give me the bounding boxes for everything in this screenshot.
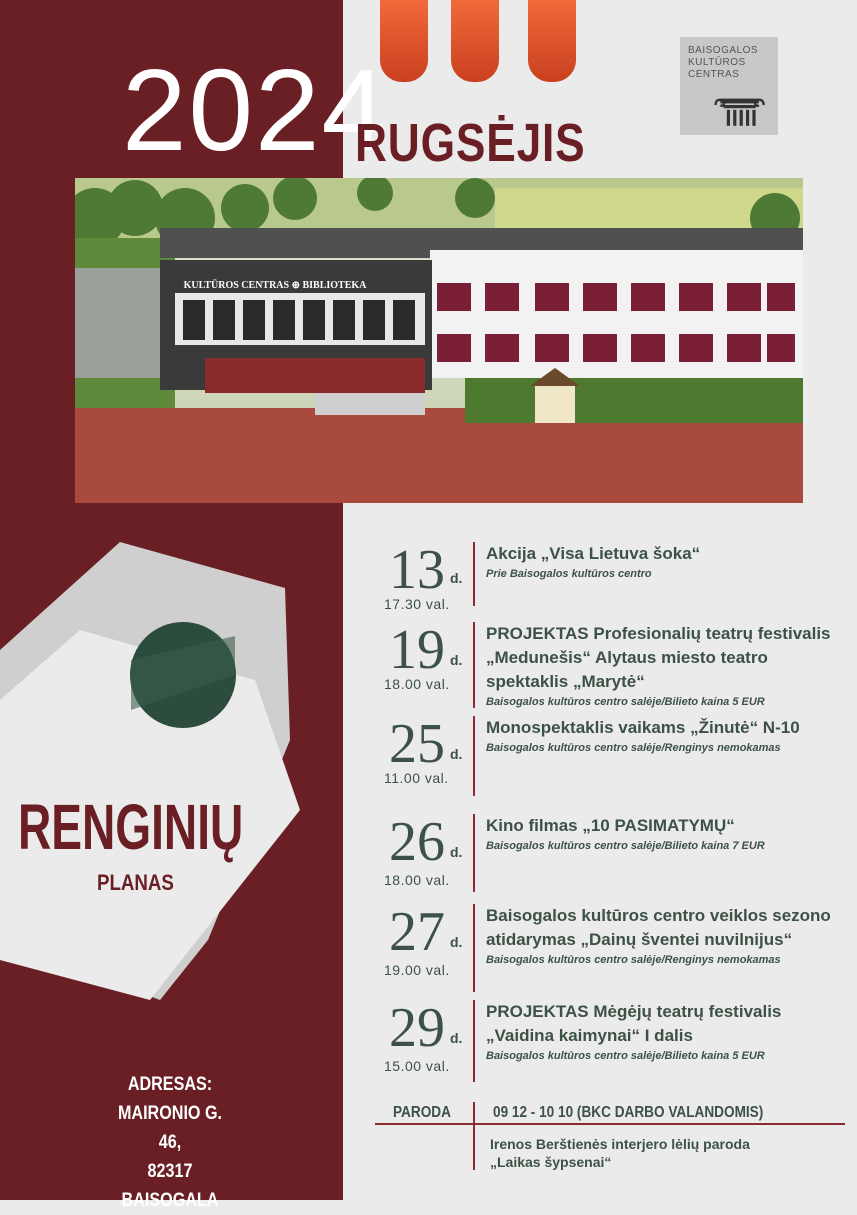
event-time: 15.00 val.: [384, 1058, 450, 1074]
event-day-suffix: d.: [450, 844, 463, 860]
event-day-suffix: d.: [450, 934, 463, 950]
event-divider: [473, 904, 475, 992]
exhibition-title: Irenos Berštienės interjero lėlių paroda: [490, 1136, 750, 1152]
exhibition-vertical-divider: [473, 1102, 475, 1170]
event-venue: Baisogalos kultūros centro salėje/Bilieto kaina 5 EUR: [486, 1050, 765, 1062]
event-item: [380, 713, 840, 806]
event-day-suffix: d.: [450, 746, 463, 762]
exhibition-subtitle: „Laikas šypsenai“: [490, 1154, 612, 1170]
orange-tabs: [380, 0, 580, 90]
year-heading: 2024: [122, 45, 389, 175]
column-capital-icon: [714, 93, 778, 133]
orange-tab: [451, 0, 499, 82]
event-text: [486, 814, 836, 854]
event-text: [486, 716, 836, 756]
logo-line: BAISOGALOS: [688, 45, 759, 56]
event-title: Kino filmas „10 PASIMATYMŲ“: [486, 816, 735, 835]
exhibition-dates: 09 12 - 10 10 (BKC DARBO VALANDOMIS): [493, 1104, 764, 1121]
event-text: [486, 622, 836, 710]
event-day: 25: [389, 713, 445, 775]
event-day: 29: [389, 997, 445, 1059]
event-venue: Baisogalos kultūros centro salėje/Bilieto kaina 5 EUR: [486, 696, 765, 708]
event-day: 27: [389, 901, 445, 963]
event-divider: [473, 622, 475, 708]
logo-line: KULTŪROS: [688, 57, 746, 68]
event-item: [380, 619, 840, 712]
event-venue: Baisogalos kultūros centro salėje/Renginys nemokamas: [486, 954, 781, 966]
event-title: Akcija „Visa Lietuva šoka“: [486, 544, 701, 563]
orange-tab: [528, 0, 576, 82]
event-item: [380, 811, 840, 894]
event-day: 26: [389, 811, 445, 873]
event-item: [380, 539, 840, 612]
event-item: [380, 901, 840, 996]
title-sub: PLANAS: [97, 870, 174, 895]
event-divider: [473, 716, 475, 796]
event-title: Monospektaklis vaikams „Žinutė“ N-10: [486, 718, 800, 737]
event-time: 18.00 val.: [384, 676, 450, 692]
event-time: 11.00 val.: [384, 770, 449, 786]
event-title: PROJEKTAS Mėgėjų teatrų festivalis „Vaidina kaimynai“ I dalis: [486, 1002, 782, 1045]
event-title: Baisogalos kultūros centro veiklos sezono atidarymas „Dainų šventei nuvilnijus“: [486, 906, 831, 949]
logo-line: CENTRAS: [688, 69, 740, 80]
address-street: MAIRONIO G. 46,: [117, 1103, 223, 1153]
event-time: 19.00 val.: [384, 962, 450, 978]
event-venue: Prie Baisogalos kultūros centro: [486, 568, 652, 580]
event-day: 13: [389, 539, 445, 601]
event-day-suffix: d.: [450, 1030, 463, 1046]
address-label: ADRESAS:: [127, 1074, 213, 1095]
title-main: RENGINIŲ: [18, 791, 244, 863]
exhibition-description: [490, 1135, 750, 1171]
event-time: 18.00 val.: [384, 872, 450, 888]
event-venue: Baisogalos kultūros centro salėje/Bilieto kaina 7 EUR: [486, 840, 765, 852]
event-text: [486, 1000, 836, 1064]
event-divider: [473, 542, 475, 606]
event-day-suffix: d.: [450, 652, 463, 668]
month-heading: RUGSĖJIS: [355, 113, 586, 173]
event-item: [380, 997, 840, 1086]
event-divider: [473, 814, 475, 892]
event-text: [486, 904, 836, 968]
exhibition-label: PARODA: [393, 1104, 451, 1121]
event-day: 19: [389, 619, 445, 681]
event-day-suffix: d.: [450, 570, 463, 586]
event-venue: Baisogalos kultūros centro salėje/Renginys nemokamas: [486, 742, 781, 754]
building-photo: [75, 178, 803, 503]
exhibition-divider: [375, 1123, 845, 1125]
event-title: PROJEKTAS Profesionalių teatrų festivalis „Medunešis“ Alytaus miesto teatro spektaklis „Marytė“: [486, 624, 831, 691]
decorative-shapes: [0, 540, 343, 1010]
address: [95, 1070, 245, 1215]
building-illustration: [75, 178, 803, 503]
building-sign: KULTŪROS CENTRAS ⊕ BIBLIOTEKA: [183, 280, 367, 291]
address-city: 82317 BAISOGALA: [121, 1161, 219, 1211]
event-divider: [473, 1000, 475, 1082]
event-time: 17.30 val.: [384, 596, 450, 612]
logo-text: [688, 45, 758, 81]
event-text: [486, 542, 836, 582]
logo: [680, 37, 778, 135]
